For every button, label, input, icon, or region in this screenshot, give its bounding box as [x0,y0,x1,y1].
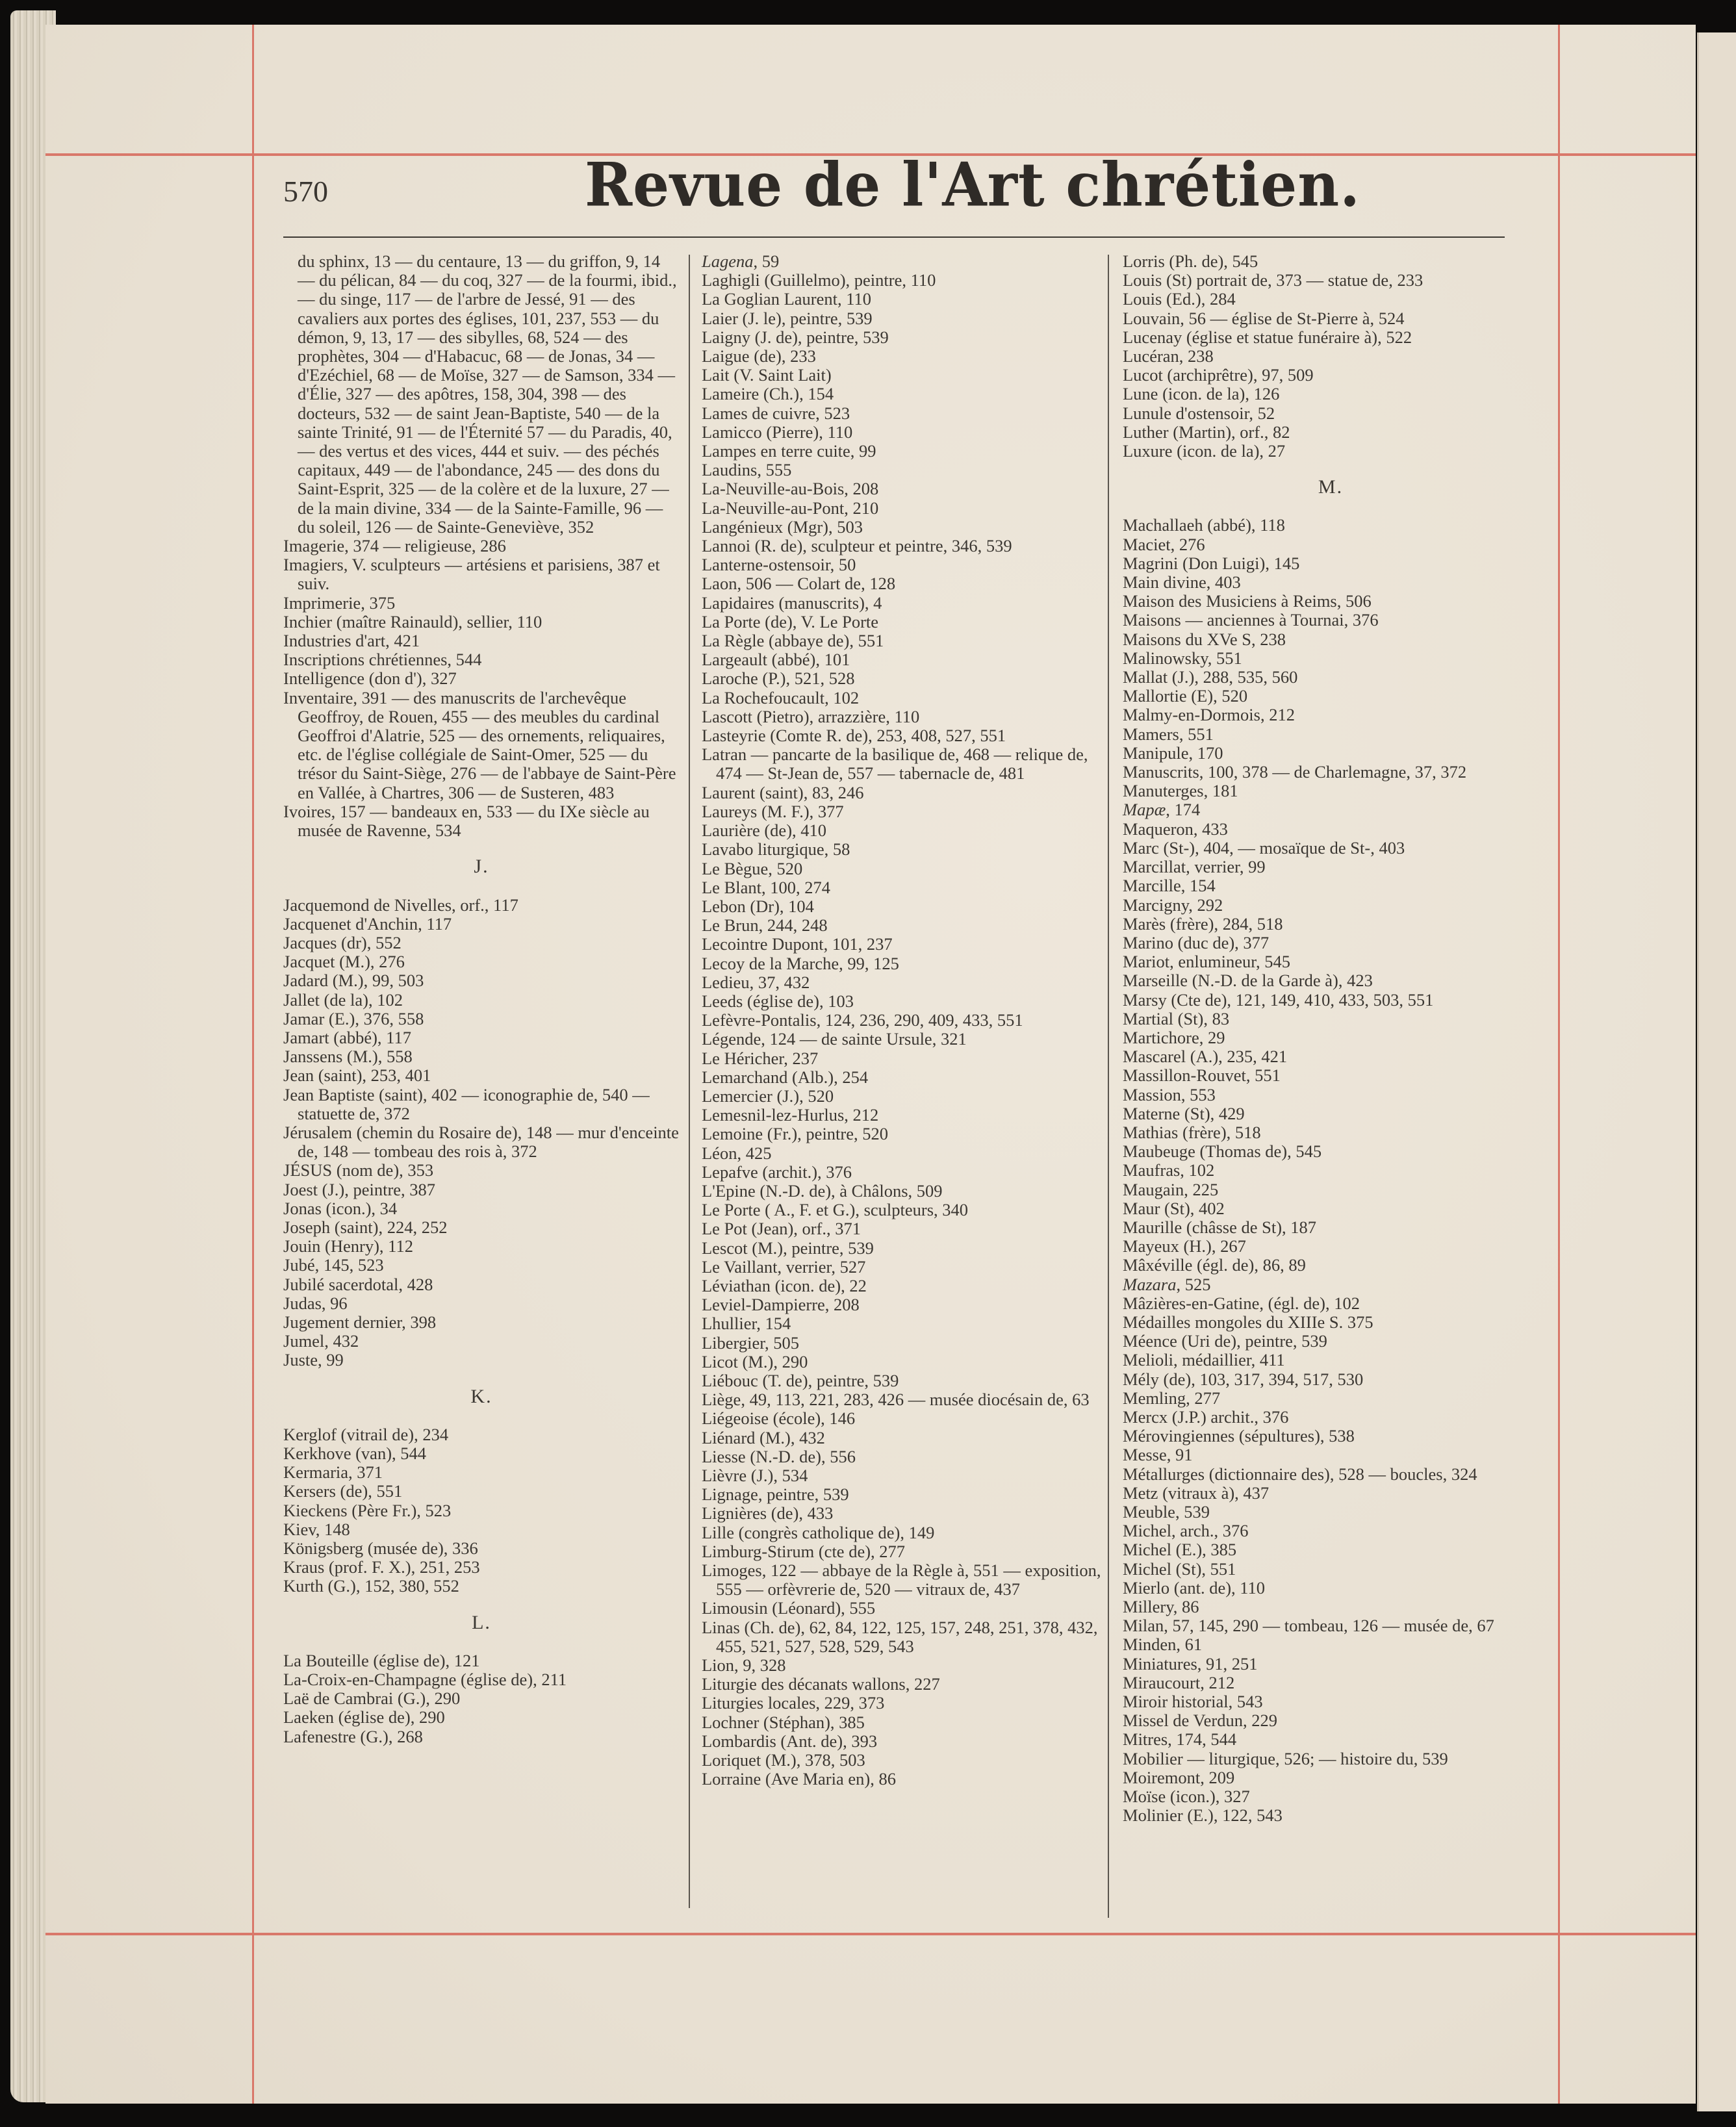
index-entry: Inchier (maître Rainauld), sellier, 110 [283,611,542,631]
frame-rule-bottom [45,1933,1696,1935]
index-entry-italic-term: Lagena [702,251,754,271]
index-entry: Juste, 99 [283,1350,344,1370]
index-entry: Liébouc (T. de), peintre, 539 [702,1370,899,1390]
index-entry: Limburg-Stirum (cte de), 277 [702,1541,906,1561]
index-entry: Laier (J. le), peintre, 539 [702,308,873,328]
index-entry: Limoges, 122 — abbaye de la Règle à, 551 — exposition, 555 — orfèvrerie de, 520 — vitraux de, 437 [702,1560,1101,1599]
index-entry: Kermaria, 371 [283,1462,383,1483]
index-entry: Lorris (Ph. de), 545 [1123,251,1258,271]
index-entry: Liturgies locales, 229, 373 [702,1693,885,1713]
index-entry: Jean Baptiste (saint), 402 — iconographie de, 540 — statuette de, 372 [283,1084,650,1123]
index-entry: JÉSUS (nom de), 353 [283,1160,434,1180]
index-entry: Jacquet (M.), 276 [283,952,405,972]
index-entry: Licot (M.), 290 [702,1351,808,1371]
index-entry: La-Croix-en-Champagne (église de), 211 [283,1670,567,1690]
index-entry: Lameire (Ch.), 154 [702,384,834,404]
index-entry: Lièvre (J.), 534 [702,1466,808,1485]
index-entry: Liesse (N.-D. de), 556 [702,1446,856,1466]
index-entry: Le Brun, 244, 248 [702,915,828,936]
index-entry: Lascott (Pietro), arrazzière, 110 [702,706,920,726]
index-entry: Milan, 57, 145, 290 — tombeau, 126 — musée de, 67 [1123,1616,1494,1636]
index-entry: Lille (congrès catholique de), 149 [702,1522,935,1542]
index-entry: Mély (de), 103, 317, 394, 517, 530 [1123,1369,1364,1389]
index-entry: Imprimerie, 375 [283,592,396,613]
index-entry: Marsy (Cte de), 121, 149, 410, 433, 503, 551 [1123,989,1434,1010]
index-entry: La-Neuville-au-Bois, 208 [702,479,879,499]
index-entry: Métallurges (dictionnaire des), 528 — boucles, 324 [1123,1464,1477,1484]
index-entry: Jacquemond de Nivelles, orf., 117 [283,895,518,915]
index-entry: Martichore, 29 [1123,1027,1225,1047]
index-entry: Ledieu, 37, 432 [702,972,810,992]
index-entry: Lampes en terre cuite, 99 [702,441,876,461]
index-entry: Louvain, 56 — église de St-Pierre à, 524 [1123,308,1405,328]
index-entry: Langénieux (Mgr), 503 [702,516,863,537]
index-entry: Jugement dernier, 398 [283,1312,437,1332]
index-entry: Mariot, enlumineur, 545 [1123,952,1290,972]
index-entry: Marino (duc de), 377 [1123,932,1270,952]
running-title: Revue de l'Art chrétien. [585,149,1360,220]
index-entry: Lune (icon. de la), 126 [1123,384,1280,404]
index-entry: Martial (St), 83 [1123,1008,1230,1028]
index-entry: Luxure (icon. de la), 27 [1123,441,1286,461]
index-entry: Linas (Ch. de), 62, 84, 122, 125, 157, 248, 251, 378, 432, 455, 521, 527, 528, 529, 543 [702,1617,1098,1656]
index-entry: Lamicco (Pierre), 110 [702,422,853,442]
index-entry: Moïse (icon.), 327 [1123,1787,1250,1807]
index-entry: Memling, 277 [1123,1388,1221,1408]
index-entry: Meuble, 539 [1123,1502,1210,1522]
index-entry: Laeken (église de), 290 [283,1707,445,1727]
index-entry: Lhullier, 154 [702,1314,791,1334]
index-entry-continuation: du sphinx, 13 — du centaure, 13 — du griffon, 9, 14 — du pélican, 84 — du coq, 327 — de la fourmi, ibid., — du singe, 117 — de l'arbre de Jessé, 91 — des cavaliers aux portes des églises, 101, 237, 553 — du démon, 9, 13, 17 — des sibylles, 68, 524 — des prophètes, 304 — d'Habacuc, 68 — de Jonas, 34 — d'Ezéchiel, 68 — de Moïse, 327 — de Samson, 334 — d'Élie, 327 — des apôtres, 158, 304, 398 — des docteurs, 532 — de saint Jean-Baptiste, 540 — de la sainte Trinité, 91 — de l'Éternité 57 — du Paradis, 40, — des vertus et des vices, 444 et suiv. — des péchés capitaux, 449 — de l'abondance, 245 — des dons du Saint-Esprit, 325 — de la colère et de la luxure, 27 — de la main divine, 334 — de la Sainte-Famille, 96 — du soleil, 126 — de Sainte-Geneviève, 352 [298,251,677,537]
index-entry: Lignières (de), 433 [702,1503,834,1523]
index-entry: Lemoine (Fr.), peintre, 520 [702,1124,889,1144]
index-entry: Kiev, 148 [283,1519,350,1539]
index-entry: Liégeoise (école), 146 [702,1408,856,1429]
index-entry-pages: , 59 [753,251,780,271]
index-entry: Lames de cuivre, 523 [702,403,850,423]
index-entry: Lannoi (R. de), sculpteur et peintre, 346, 539 [702,536,1012,556]
index-entry: Lecointre Dupont, 101, 237 [702,934,893,954]
index-entry: Jubé, 145, 523 [283,1255,384,1275]
index-entry: Laureys (M. F.), 377 [702,801,844,821]
index-entry: Liénard (M.), 432 [702,1427,825,1447]
index-entry: Le Porte ( A., F. et G.), sculpteurs, 340 [702,1200,969,1220]
index-entry: Lucenay (église et statue funéraire à), 522 [1123,327,1412,347]
index-entry: Jean (saint), 253, 401 [283,1065,431,1086]
index-entry: Laroche (P.), 521, 528 [702,669,855,689]
index-entry: Le Bègue, 520 [702,858,803,878]
index-entry: Maisons — anciennes à Tournai, 376 [1123,610,1379,630]
index-entry: Liège, 49, 113, 221, 283, 426 — musée diocésain de, 63 [702,1390,1090,1410]
index-column-3 [1123,252,1538,1825]
index-entry: Intelligence (don d'), 327 [283,669,457,689]
index-entry: Moiremont, 209 [1123,1767,1235,1787]
index-entry [1123,800,1538,819]
index-entry: Luther (Martin), orf., 82 [1123,422,1290,442]
index-entry: Manuscrits, 100, 378 — de Charlemagne, 37, 372 [1123,762,1467,782]
index-entry: Messe, 91 [1123,1445,1193,1465]
index-entry: Imagiers, V. sculpteurs — artésiens et parisiens, 387 et suiv. [283,555,660,594]
index-entry: Maurille (châsse de St), 187 [1123,1217,1317,1237]
index-entry: Imagerie, 374 — religieuse, 286 [283,536,506,556]
index-entry: Laghigli (Guillelmo), peintre, 110 [702,270,936,290]
index-entry: Largeault (abbé), 101 [702,650,850,670]
index-entry: Inventaire, 391 — des manuscrits de l'archevêque Geoffroy, de Rouen, 455 — des meubles du cardinal Geoffroi d'Alatrie, 525 — des ornements, reliquaires, etc. de l'église collégiale de Saint-Omer, 525 — du trésor du Saint-Siège, 276 — de l'abbaye de Saint-Père en Vallée, à Chartres, 306 — de Susteren, 483 [283,687,676,802]
index-entry: Le Héricher, 237 [702,1048,819,1068]
index-entry: Lion, 9, 328 [702,1655,786,1675]
index-entry: Molinier (E.), 122, 543 [1123,1805,1283,1826]
index-entry: Maciet, 276 [1123,534,1205,554]
index-entry: Kerkhove (van), 544 [283,1443,427,1463]
section-letter-heading: L. [472,1611,491,1633]
index-entry: Marcigny, 292 [1123,895,1223,915]
index-entry: Michel (St), 551 [1123,1559,1236,1579]
index-entry: Maufras, 102 [1123,1160,1215,1180]
index-entry: Médailles mongoles du XIIIe S. 375 [1123,1312,1373,1332]
index-entry: Materne (St), 429 [1123,1103,1245,1123]
index-entry: Maubeuge (Thomas de), 545 [1123,1141,1322,1162]
index-entry: Maur (St), 402 [1123,1198,1225,1218]
index-entry: Lefèvre-Pontalis, 124, 236, 290, 409, 433, 551 [702,1010,1023,1030]
frame-rule-left [252,25,254,2104]
index-entry: Minden, 61 [1123,1635,1203,1655]
index-entry: Miniatures, 91, 251 [1123,1653,1258,1674]
index-entry: Manipule, 170 [1123,743,1223,763]
section-letter-heading: J. [474,856,489,878]
index-entry-pages: , 525 [1176,1274,1211,1294]
index-entry: Lucéran, 238 [1123,346,1214,366]
index-entry: Königsberg (musée de), 336 [283,1538,478,1558]
index-entry: Janssens (M.), 558 [283,1047,413,1067]
index-entry: Mercx (J.P.) archit., 376 [1123,1407,1289,1427]
section-letter-heading: K. [470,1385,492,1407]
index-entry: Lemercier (J.), 520 [702,1086,834,1106]
index-entry: Mamers, 551 [1123,724,1214,744]
index-entry: Mâxéville (égl. de), 86, 89 [1123,1255,1306,1275]
index-entry: Missel de Verdun, 229 [1123,1711,1277,1731]
index-entry: La Bouteille (église de), 121 [283,1650,480,1670]
index-entry: Lescot (M.), peintre, 539 [702,1238,874,1258]
index-entry: Jonas (icon.), 34 [283,1198,398,1218]
index-entry [1123,1275,1538,1294]
index-entry: Marseille (N.-D. de la Garde à), 423 [1123,971,1373,991]
index-entry: Jamar (E.), 376, 558 [283,1008,424,1028]
index-entry: Louis (St) portrait de, 373 — statue de, 233 [1123,270,1423,290]
index-entry: Limousin (Léonard), 555 [702,1598,876,1618]
index-entry: Léviathan (icon. de), 22 [702,1275,867,1295]
index-entry: Machallaeh (abbé), 118 [1123,515,1285,535]
index-entry: Marcille, 154 [1123,876,1216,896]
column-divider-1 [689,255,690,1908]
index-entry: Jacques (dr), 552 [283,932,402,952]
index-entry: Laurent (saint), 83, 246 [702,782,864,802]
index-entry: Lait (V. Saint Lait) [702,365,832,385]
index-entry: Miroir historial, 543 [1123,1692,1263,1712]
index-entry: Kurth (G.), 152, 380, 552 [283,1576,459,1596]
index-entry: Manuterges, 181 [1123,781,1238,801]
index-entry: La-Neuville-au-Pont, 210 [702,498,879,518]
index-entry: Industries d'art, 421 [283,631,420,651]
index-entry: Lucot (archiprêtre), 97, 509 [1123,365,1314,385]
index-entry: Mérovingiennes (sépultures), 538 [1123,1426,1355,1446]
index-entry: Le Pot (Jean), orf., 371 [702,1219,862,1239]
index-entry: Kersers (de), 551 [283,1481,403,1501]
index-column-1 [283,252,680,1746]
index-entry: Michel, arch., 376 [1123,1521,1249,1541]
index-entry: Melioli, médaillier, 411 [1123,1350,1285,1370]
index-entry: Mathias (frère), 518 [1123,1122,1261,1142]
index-entry: Jamart (abbé), 117 [283,1027,411,1047]
index-entry: La Goglian Laurent, 110 [702,289,871,309]
index-entry: Laë de Cambrai (G.), 290 [283,1688,461,1709]
index-entry: Laurière (de), 410 [702,821,827,841]
index-entry: Leeds (église de), 103 [702,991,854,1011]
index-entry: Méence (Uri de), peintre, 539 [1123,1331,1327,1351]
index-entry: Le Vaillant, verrier, 527 [702,1256,866,1277]
index-entry-pages: , 174 [1166,800,1201,820]
index-entry: Lasteyrie (Comte R. de), 253, 408, 527, 551 [702,726,1006,746]
index-entry: Latran — pancarte de la basilique de, 468 — relique de, 474 — St-Jean de, 557 — tabernacle de, 481 [702,745,1088,783]
index-entry: Massillon-Rouvet, 551 [1123,1065,1281,1086]
index-entry: Ivoires, 157 — bandeaux en, 533 — du IXe siècle au musée de Ravenne, 534 [283,801,650,841]
index-entry: Laigny (J. de), peintre, 539 [702,327,889,347]
index-entry-italic-term: Mazara [1123,1274,1177,1294]
index-entry: Jallet (de la), 102 [283,989,403,1010]
index-entry: Maqueron, 433 [1123,819,1228,839]
index-entry: Maugain, 225 [1123,1179,1219,1199]
index-entry: Lorraine (Ave Maria en), 86 [702,1769,896,1789]
index-entry: Jouin (Henry), 112 [283,1236,413,1256]
index-entry: Marès (frère), 284, 518 [1123,913,1283,934]
header-rule [283,236,1505,238]
index-entry: Lemarchand (Alb.), 254 [702,1067,869,1087]
page-number: 570 [283,175,328,208]
index-entry: Malmy-en-Dormois, 212 [1123,705,1295,725]
index-entry: Mitres, 174, 544 [1123,1729,1237,1750]
index-entry: Lavabo liturgique, 58 [702,839,850,860]
index-entry: Metz (vitraux à), 437 [1123,1483,1270,1503]
index-entry: Mallat (J.), 288, 535, 560 [1123,667,1298,687]
index-entry-italic-term: Mapæ [1123,800,1166,820]
index-entry: Loriquet (M.), 378, 503 [702,1750,865,1770]
index-entry: Inscriptions chrétiennes, 544 [283,650,482,670]
index-entry: Laudins, 555 [702,460,792,480]
index-entry: Judas, 96 [283,1293,348,1313]
index-entry: Jadard (M.), 99, 503 [283,971,424,991]
index-column-2 [702,252,1111,1789]
index-entry: Jumel, 432 [283,1331,359,1351]
index-entry [702,252,1111,271]
index-entry: Lanterne-ostensoir, 50 [702,555,856,575]
index-entry: Massion, 553 [1123,1084,1216,1104]
index-entry: Jérusalem (chemin du Rosaire de), 148 — mur d'enceinte de, 148 — tombeau des rois à, 372 [283,1122,679,1162]
index-entry: Kieckens (Père Fr.), 523 [283,1500,452,1520]
adjacent-page-edge [1697,32,1736,2111]
frame-rule-right [1558,25,1560,2104]
index-entry: Jacquenet d'Anchin, 117 [283,913,452,934]
index-entry: Lignage, peintre, 539 [702,1484,849,1505]
index-entry: La Porte (de), V. Le Porte [702,611,879,631]
index-entry: Michel (E.), 385 [1123,1540,1237,1560]
index-entry: Laon, 506 — Colart de, 128 [702,574,896,594]
index-entry: Lafenestre (G.), 268 [283,1726,423,1746]
index-entry: Maisons du XVe S, 238 [1123,629,1286,649]
index-entry: La Règle (abbaye de), 551 [702,631,884,651]
index-entry: Main divine, 403 [1123,572,1241,592]
index-entry: Le Blant, 100, 274 [702,877,830,897]
index-entry: Jubilé sacerdotal, 428 [283,1274,433,1294]
index-entry: Léon, 425 [702,1143,772,1163]
index-entry: Lecoy de la Marche, 99, 125 [702,953,899,973]
index-entry: Lunule d'ostensoir, 52 [1123,403,1275,423]
index-entry: L'Epine (N.-D. de), à Châlons, 509 [702,1180,943,1201]
index-entry: Miraucourt, 212 [1123,1672,1235,1692]
index-entry: Kerglof (vitrail de), 234 [283,1424,449,1444]
index-entry: Lemesnil-lez-Hurlus, 212 [702,1105,879,1125]
index-entry: Lochner (Stéphan), 385 [702,1712,865,1732]
section-letter-heading: M. [1318,476,1344,498]
index-entry: Millery, 86 [1123,1597,1199,1617]
index-entry: Lapidaires (manuscrits), 4 [702,592,882,613]
index-entry: La Rochefoucault, 102 [702,687,860,707]
index-entry: Lebon (Dr), 104 [702,896,814,916]
index-entry: Kraus (prof. F. X.), 251, 253 [283,1557,480,1577]
index-entry: Louis (Ed.), 284 [1123,289,1236,309]
index-entry: Mâzières-en-Gatine, (égl. de), 102 [1123,1293,1360,1313]
index-entry: Marc (St-), 404, — mosaïque de St-, 403 [1123,837,1405,858]
index-entry: Laigue (de), 233 [702,346,816,366]
index-entry: Mallortie (E), 520 [1123,686,1248,706]
index-entry: Mascarel (A.), 235, 421 [1123,1047,1288,1067]
index-entry: Magrini (Don Luigi), 145 [1123,553,1300,573]
index-entry: Marcillat, verrier, 99 [1123,857,1266,877]
index-entry: Mayeux (H.), 267 [1123,1236,1246,1256]
index-entry: Maison des Musiciens à Reims, 506 [1123,591,1372,611]
index-entry: Mobilier — liturgique, 526; — histoire du, 539 [1123,1748,1448,1768]
index-entry: Joseph (saint), 224, 252 [283,1217,448,1237]
index-entry: Libergier, 505 [702,1332,800,1353]
index-entry: Légende, 124 — de sainte Ursule, 321 [702,1029,967,1049]
index-entry: Leviel-Dampierre, 208 [702,1295,860,1315]
index-entry: Joest (J.), peintre, 387 [283,1179,436,1199]
index-entry: Malinowsky, 551 [1123,648,1242,668]
index-entry: Lombardis (Ant. de), 393 [702,1731,878,1751]
index-entry: Lepafve (archit.), 376 [702,1162,852,1182]
index-entry: Mierlo (ant. de), 110 [1123,1577,1266,1598]
index-entry: Liturgie des décanats wallons, 227 [702,1674,940,1694]
